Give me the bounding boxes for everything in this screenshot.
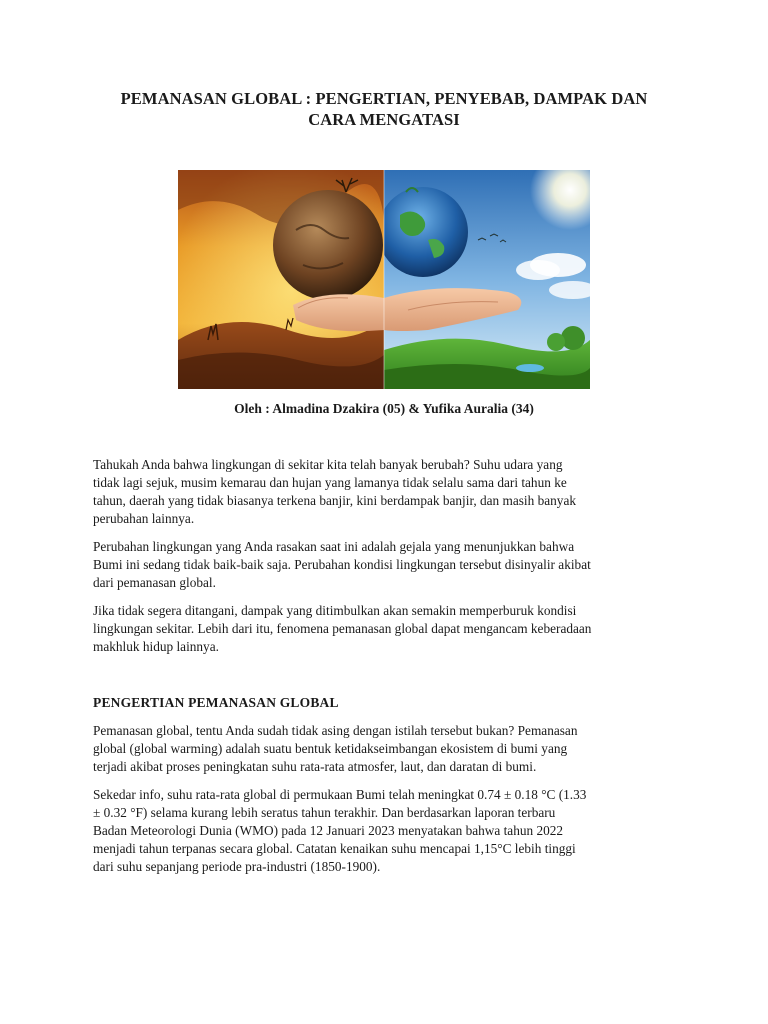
section-paragraph-1	[93, 722, 683, 776]
text-line: Perubahan lingkungan yang Anda rasakan saat ini adalah gejala yang menunjukkan bahwa	[93, 539, 575, 554]
text-line: global (global warming) adalah suatu bentuk ketidakseimbangan ekosistem di bumi yang	[93, 741, 568, 756]
text-line: perubahan lainnya.	[93, 511, 195, 526]
text-line: menjadi tahun terpanas secara global. Catatan kenaikan suhu mencapai 1,15°C lebih tinggi	[93, 841, 576, 856]
text-line: makhluk hidup lainnya.	[93, 639, 219, 654]
text-line: Pemanasan global, tentu Anda sudah tidak asing dengan istilah tersebut bukan? Pemanasan	[93, 723, 578, 738]
section-paragraph-2	[93, 786, 683, 876]
text-line: tidak lagi sejuk, musim kemarau dan hujan yang lamanya tidak selalu sama dari tahun ke	[93, 475, 567, 490]
section-heading: PENGERTIAN PEMANASAN GLOBAL	[93, 695, 339, 710]
text-line: Sekedar info, suhu rata-rata global di permukaan Bumi telah meningkat 0.74 ± 0.18 °C (1.33	[93, 787, 587, 802]
text-line: Bumi ini sedang tidak baik-baik saja. Perubahan kondisi lingkungan tersebut disinyalir akibat	[93, 557, 591, 572]
intro-paragraph-3	[93, 602, 683, 656]
intro-paragraph-1	[93, 456, 683, 528]
intro-paragraph-2	[93, 538, 683, 592]
title-line: PEMANASAN GLOBAL : PENGERTIAN, PENYEBAB, DAMPAK DAN	[120, 89, 648, 108]
text-line: Jika tidak segera ditangani, dampak yang ditimbulkan akan semakin memperburuk kondisi	[93, 603, 577, 618]
healthy-earth-side	[378, 170, 590, 389]
text-line: Badan Meteorologi Dunia (WMO) pada 12 Januari 2023 menyatakan bahwa tahun 2022	[93, 823, 564, 838]
title-line: CARA MENGATASI	[308, 110, 460, 129]
scorched-earth-side	[178, 170, 384, 389]
text-line: tahun, daerah yang tidak biasanya terkena banjir, kini berdampak banjir, dan masih banyak	[93, 493, 576, 508]
text-line: Tahukah Anda bahwa lingkungan di sekitar kita telah banyak berubah? Suhu udara yang	[93, 457, 563, 472]
text-line: terjadi akibat proses peningkatan suhu rata-rata atmosfer, laut, dan daratan di bumi.	[93, 759, 537, 774]
text-line: ± 0.32 °F) selama kurang lebih seratus tahun terakhir. Dan berdasarkan laporan terbaru	[93, 805, 556, 820]
text-line: dari suhu sepanjang periode pra-industri (1850-1900).	[93, 859, 381, 874]
text-line: lingkungan sekitar. Lebih dari itu, fenomena pemanasan global dapat mengancam keberadaan	[93, 621, 592, 636]
hero-image-global-warming	[178, 170, 590, 389]
document-title	[60, 88, 708, 130]
author-byline: Oleh : Almadina Dzakira (05) & Yufika Auralia (34)	[234, 401, 534, 416]
text-line: dari pemanasan global.	[93, 575, 216, 590]
